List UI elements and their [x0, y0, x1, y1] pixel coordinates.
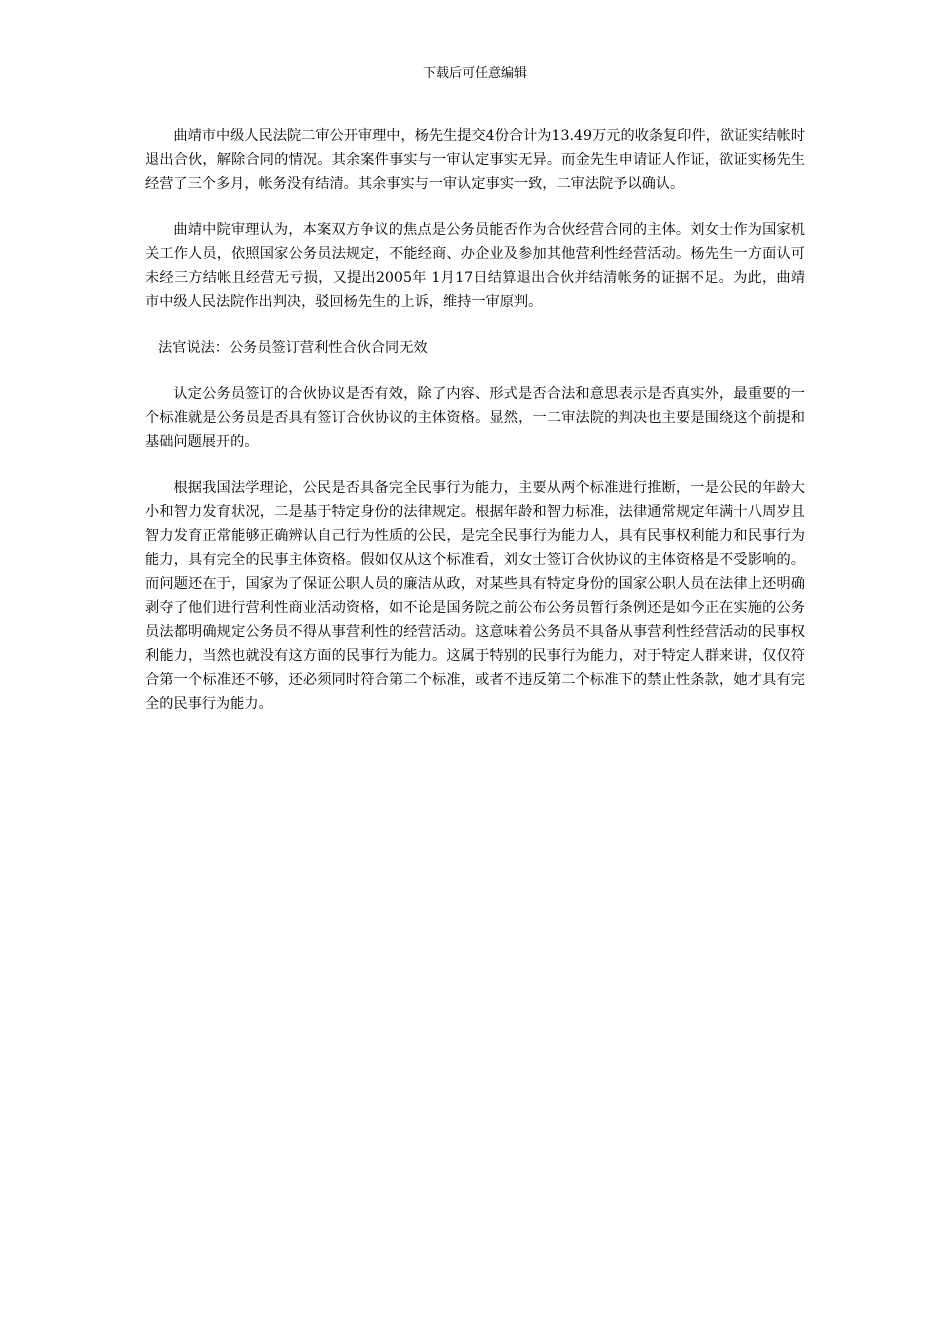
paragraph-second-instance-trial: 曲靖市中级人民法院二审公开审理中，杨先生提交4份合计为13.49万元的收条复印件，欲证实结帐时退出合伙，解除合同的情况。其余案件事实与一审认定事实无异。而金先生申请证人作证，欲证实杨先生经营了三个多月，帐务没有结清。其余事实与一审认定事实一致，二审法院予以确认。: [145, 128, 805, 192]
paragraph-contract-validity: 认定公务员签订的合伙协议是否有效，除了内容、形式是否合法和意思表示是否真实外，最重要的一个标准就是公务员是否具有签订合伙协议的主体资格。显然，一二审法院的判决也主要是围绕这个前提和基础问题展开的。: [145, 386, 805, 450]
paragraph-legal-theory: 根据我国法学理论，公民是否具备完全民事行为能力，主要从两个标准进行推断，一是公民的年龄大小和智力发育状况，二是基于特定身份的法律规定。根据年龄和智力标准，法律通常规定年满十八周岁且智力发育正常能够正确辨认自己行为性质的公民，是完全民事行为能力人，具有民事权利能力和民事行为能力，具有完全的民事主体资格。假如仅从这个标准看，刘女士签订合伙协议的主体资格是不受影响的。而问题还在于，国家为了保证公职人员的廉洁从政，对某些具有特定身份的国家公职人员在法律上还明确剥夺了他们进行营利性商业活动资格，如不论是国务院之前公布公务员暂行条例还是如今正在实施的公务员法都明确规定公务员不得从事营利性的经营活动。这意味着公务员不具备从事营利性经营活动的民事权利能力，当然也就没有这方面的民事行为能力。这属于特别的民事行为能力，对于特定人群来讲，仅仅符合第一个标准还不够，还必须同时符合第二个标准，或者不违反第二个标准下的禁止性条款，她才具有完全的民事行为能力。: [145, 480, 805, 712]
section-heading-judge-commentary: 法官说法：公务员签订营利性合伙合同无效: [158, 340, 428, 356]
document-body: [145, 124, 805, 738]
page-header: 下载后可任意编辑: [422, 66, 527, 81]
paragraph-court-ruling: 曲靖中院审理认为，本案双方争议的焦点是公务员能否作为合伙经营合同的主体。刘女士作为国家机关工作人员，依照国家公务员法规定，不能经商、办企业及参加其他营利性经营活动。杨先生一方面认可未经三方结帐且经营无亏损，又提出2005年 1月17日结算退出合伙并结清帐务的证据不足。为此，曲靖市中级人民法院作出判决，驳回杨先生的上诉，维持一审原判。: [145, 222, 805, 310]
